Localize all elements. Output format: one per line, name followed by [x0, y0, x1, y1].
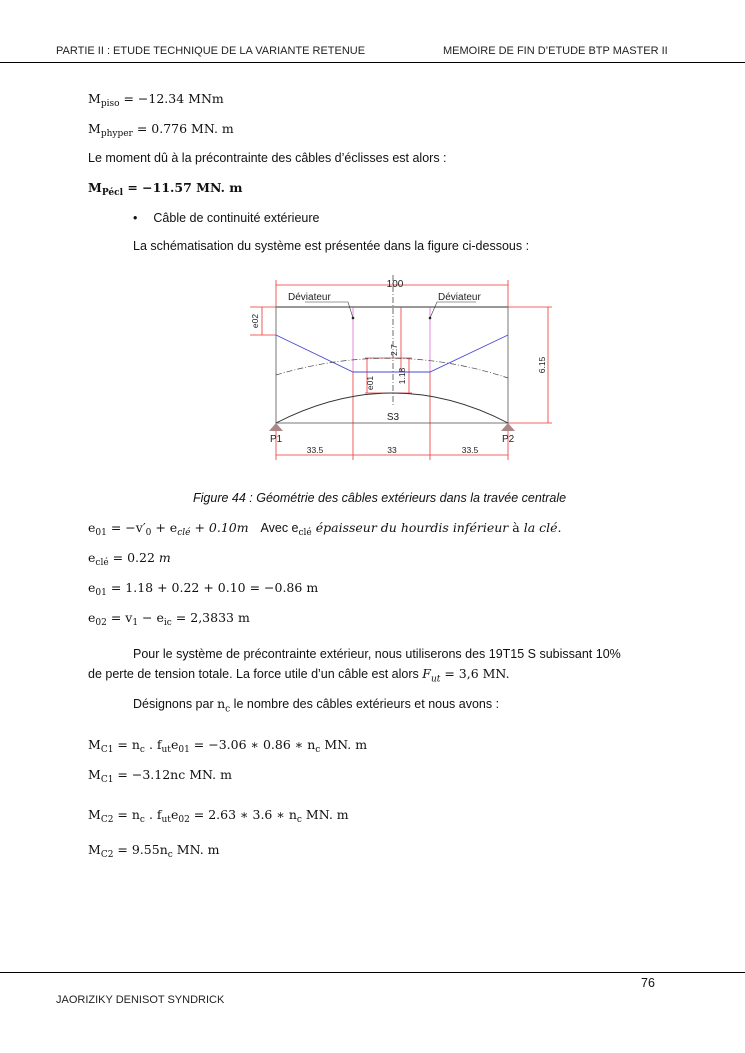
eq-e01-def: $e_{01} = -v'_0 + e_{clé} + 0.10m$ Avec $e_{clé}$ épaisseur du hourdis inférieur à la clé. — [88, 520, 562, 538]
text-pour-2: de perte de tension totale. La force utile d’un câble est alors $F_{ut} = 3,6$ MN. — [88, 666, 510, 685]
eq-mc1-a: $M_{C1} = n_c$ . $f_{ut}e_{01} = -3.06$ ∗ 0.86 ∗ $n_c$ MN. m — [88, 737, 368, 755]
eq-mphyper: $M_{phyper} = 0.776$ MN. m — [88, 121, 234, 139]
eq-mpiso: $M_{piso} = -12.34$ MNm — [88, 91, 224, 109]
bullet-icon: • — [133, 211, 138, 225]
dim-1-18: 1.18 — [397, 367, 407, 385]
label-deviator-right: Déviateur — [438, 292, 481, 303]
bullet-item: • Câble de continuité extérieure — [133, 211, 320, 225]
eq-mpecl: $M_{Pécl} = -11.57$ MN. m — [88, 180, 243, 198]
label-support-left: P1 — [270, 434, 283, 445]
cable-geometry-figure — [250, 270, 570, 465]
eq-e01-val: $e_{01} = 1.18 + 0.22 + 0.10 = -0.86$ m — [88, 580, 319, 598]
eq-mc2-b: $M_{C2} = 9.55n_c$ MN. m — [88, 842, 220, 860]
dim-height: 6.15 — [537, 356, 547, 374]
header-left: PARTIE II : ETUDE TECHNIQUE DE LA VARIANTE RETENUE — [56, 45, 366, 57]
dim-seg1: 33.5 — [306, 445, 324, 455]
label-deviator-left: Déviateur — [288, 292, 331, 303]
text-designons: Désignons par $n_c$ le nombre des câbles extérieurs et nous avons : — [133, 696, 500, 715]
dim-seg3: 33.5 — [461, 445, 479, 455]
label-section: S3 — [386, 412, 400, 423]
footer-author: JAORIZIKY DENISOT SYNDRICK — [56, 994, 225, 1006]
eq-mc2-a: $M_{C2} = n_c$ . $f_{ut}e_{02} = 2.63$ ∗ 3.6 ∗ $n_c$ MN. m — [88, 807, 349, 825]
figure-caption: Figure 44 : Géométrie des câbles extérieurs dans la travée centrale — [193, 491, 567, 505]
header-right: MEMOIRE DE FIN D’ETUDE BTP MASTER II — [443, 45, 668, 57]
eq-mc1-b: $M_{C1} = -3.12nc$ MN. m — [88, 767, 232, 785]
footer-rule — [0, 972, 745, 973]
header-rule — [0, 62, 745, 63]
text-pour-1: Pour le système de précontrainte extérieur, nous utiliserons des 19T15 S subissant 10% — [133, 647, 621, 661]
support-left-icon — [269, 423, 283, 431]
dim-2-7: 2.7 — [389, 344, 399, 356]
dim-seg2: 33 — [387, 445, 397, 455]
dim-total: 100 — [386, 279, 404, 290]
eq-ecle: $e_{clé} = 0.22$ m — [88, 550, 171, 568]
text-moment: Le moment dû à la précontrainte des câbles d’éclisses est alors : — [88, 151, 447, 165]
text-schema: La schématisation du système est présentée dans la figure ci-dessous : — [133, 239, 530, 253]
dim-e01: e01 — [365, 375, 375, 391]
page-number: 76 — [641, 976, 655, 990]
dim-e02: e02 — [250, 313, 260, 329]
label-support-right: P2 — [502, 434, 515, 445]
eq-e02-val: $e_{02} = v_1 - e_{ic} = 2,3833$ m — [88, 610, 250, 628]
support-right-icon — [501, 423, 515, 431]
